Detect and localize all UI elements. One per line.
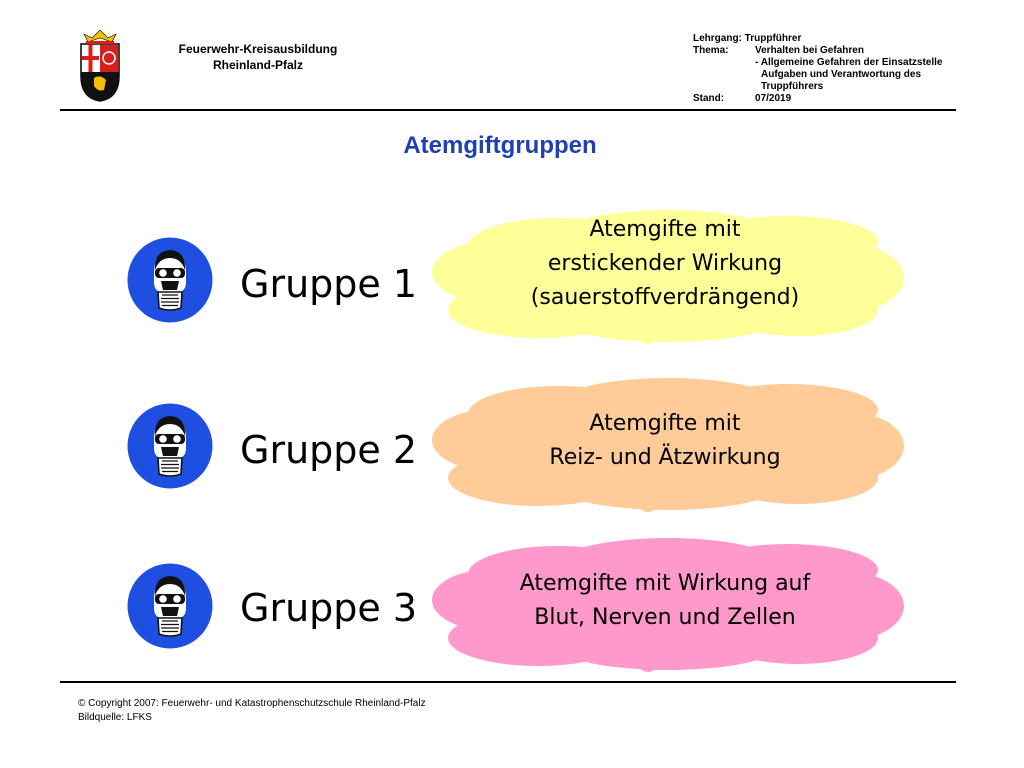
group-1-description (470, 213, 860, 315)
group-1-line-2: erstickender Wirkung (547, 251, 783, 276)
topic-line-3: Aufgaben und Verantwortung des (761, 69, 922, 80)
group-3-name: Gruppe 3 (240, 586, 418, 630)
page-title: Atemgiftgruppen (403, 132, 597, 159)
copyright-text: © Copyright 2007: Feuerwehr- und Katastrophenschutzschule Rheinland-Pfalz (78, 698, 426, 709)
image-source-text: Bildquelle: LFKS (78, 712, 152, 723)
group-3-line-2: Blut, Nerven und Zellen (534, 605, 796, 630)
course-value: Truppführer (744, 33, 802, 44)
group-3-description (470, 567, 860, 635)
topic-line-4: Truppführers (761, 81, 824, 92)
group-2-line-2: Reiz- und Ätzwirkung (549, 445, 781, 470)
group-1-name: Gruppe 1 (240, 262, 418, 306)
course-meta (693, 33, 942, 105)
header-divider (60, 109, 956, 111)
topic-label: Thema: (693, 45, 729, 56)
footer-divider (60, 681, 956, 683)
group-1-line-1: Atemgifte mit (589, 217, 741, 242)
topic-line-2: - Allgemeine Gefahren der Einsatzstelle (755, 57, 943, 68)
footer (78, 697, 426, 725)
group-2-name: Gruppe 2 (240, 428, 418, 472)
org-line-2: Rheinland-Pfalz (212, 58, 303, 72)
group-2-description (470, 407, 860, 475)
respirator-sign-icon (124, 234, 216, 326)
respirator-sign-icon (124, 400, 216, 492)
group-2-line-1: Atemgifte mit (589, 411, 741, 436)
organization-name (160, 41, 356, 73)
group-3-line-1: Atemgifte mit Wirkung auf (519, 571, 811, 596)
status-value: 07/2019 (755, 93, 792, 104)
topic-value: Verhalten bei Gefahren (755, 45, 864, 56)
course-label: Lehrgang: (693, 33, 742, 44)
respirator-sign-icon (124, 560, 216, 652)
coat-of-arms-icon (78, 26, 122, 102)
group-1-line-3: (sauerstoffverdrängend) (530, 285, 800, 310)
org-line-1: Feuerwehr-Kreisausbildung (178, 42, 338, 56)
status-label: Stand: (693, 93, 725, 104)
